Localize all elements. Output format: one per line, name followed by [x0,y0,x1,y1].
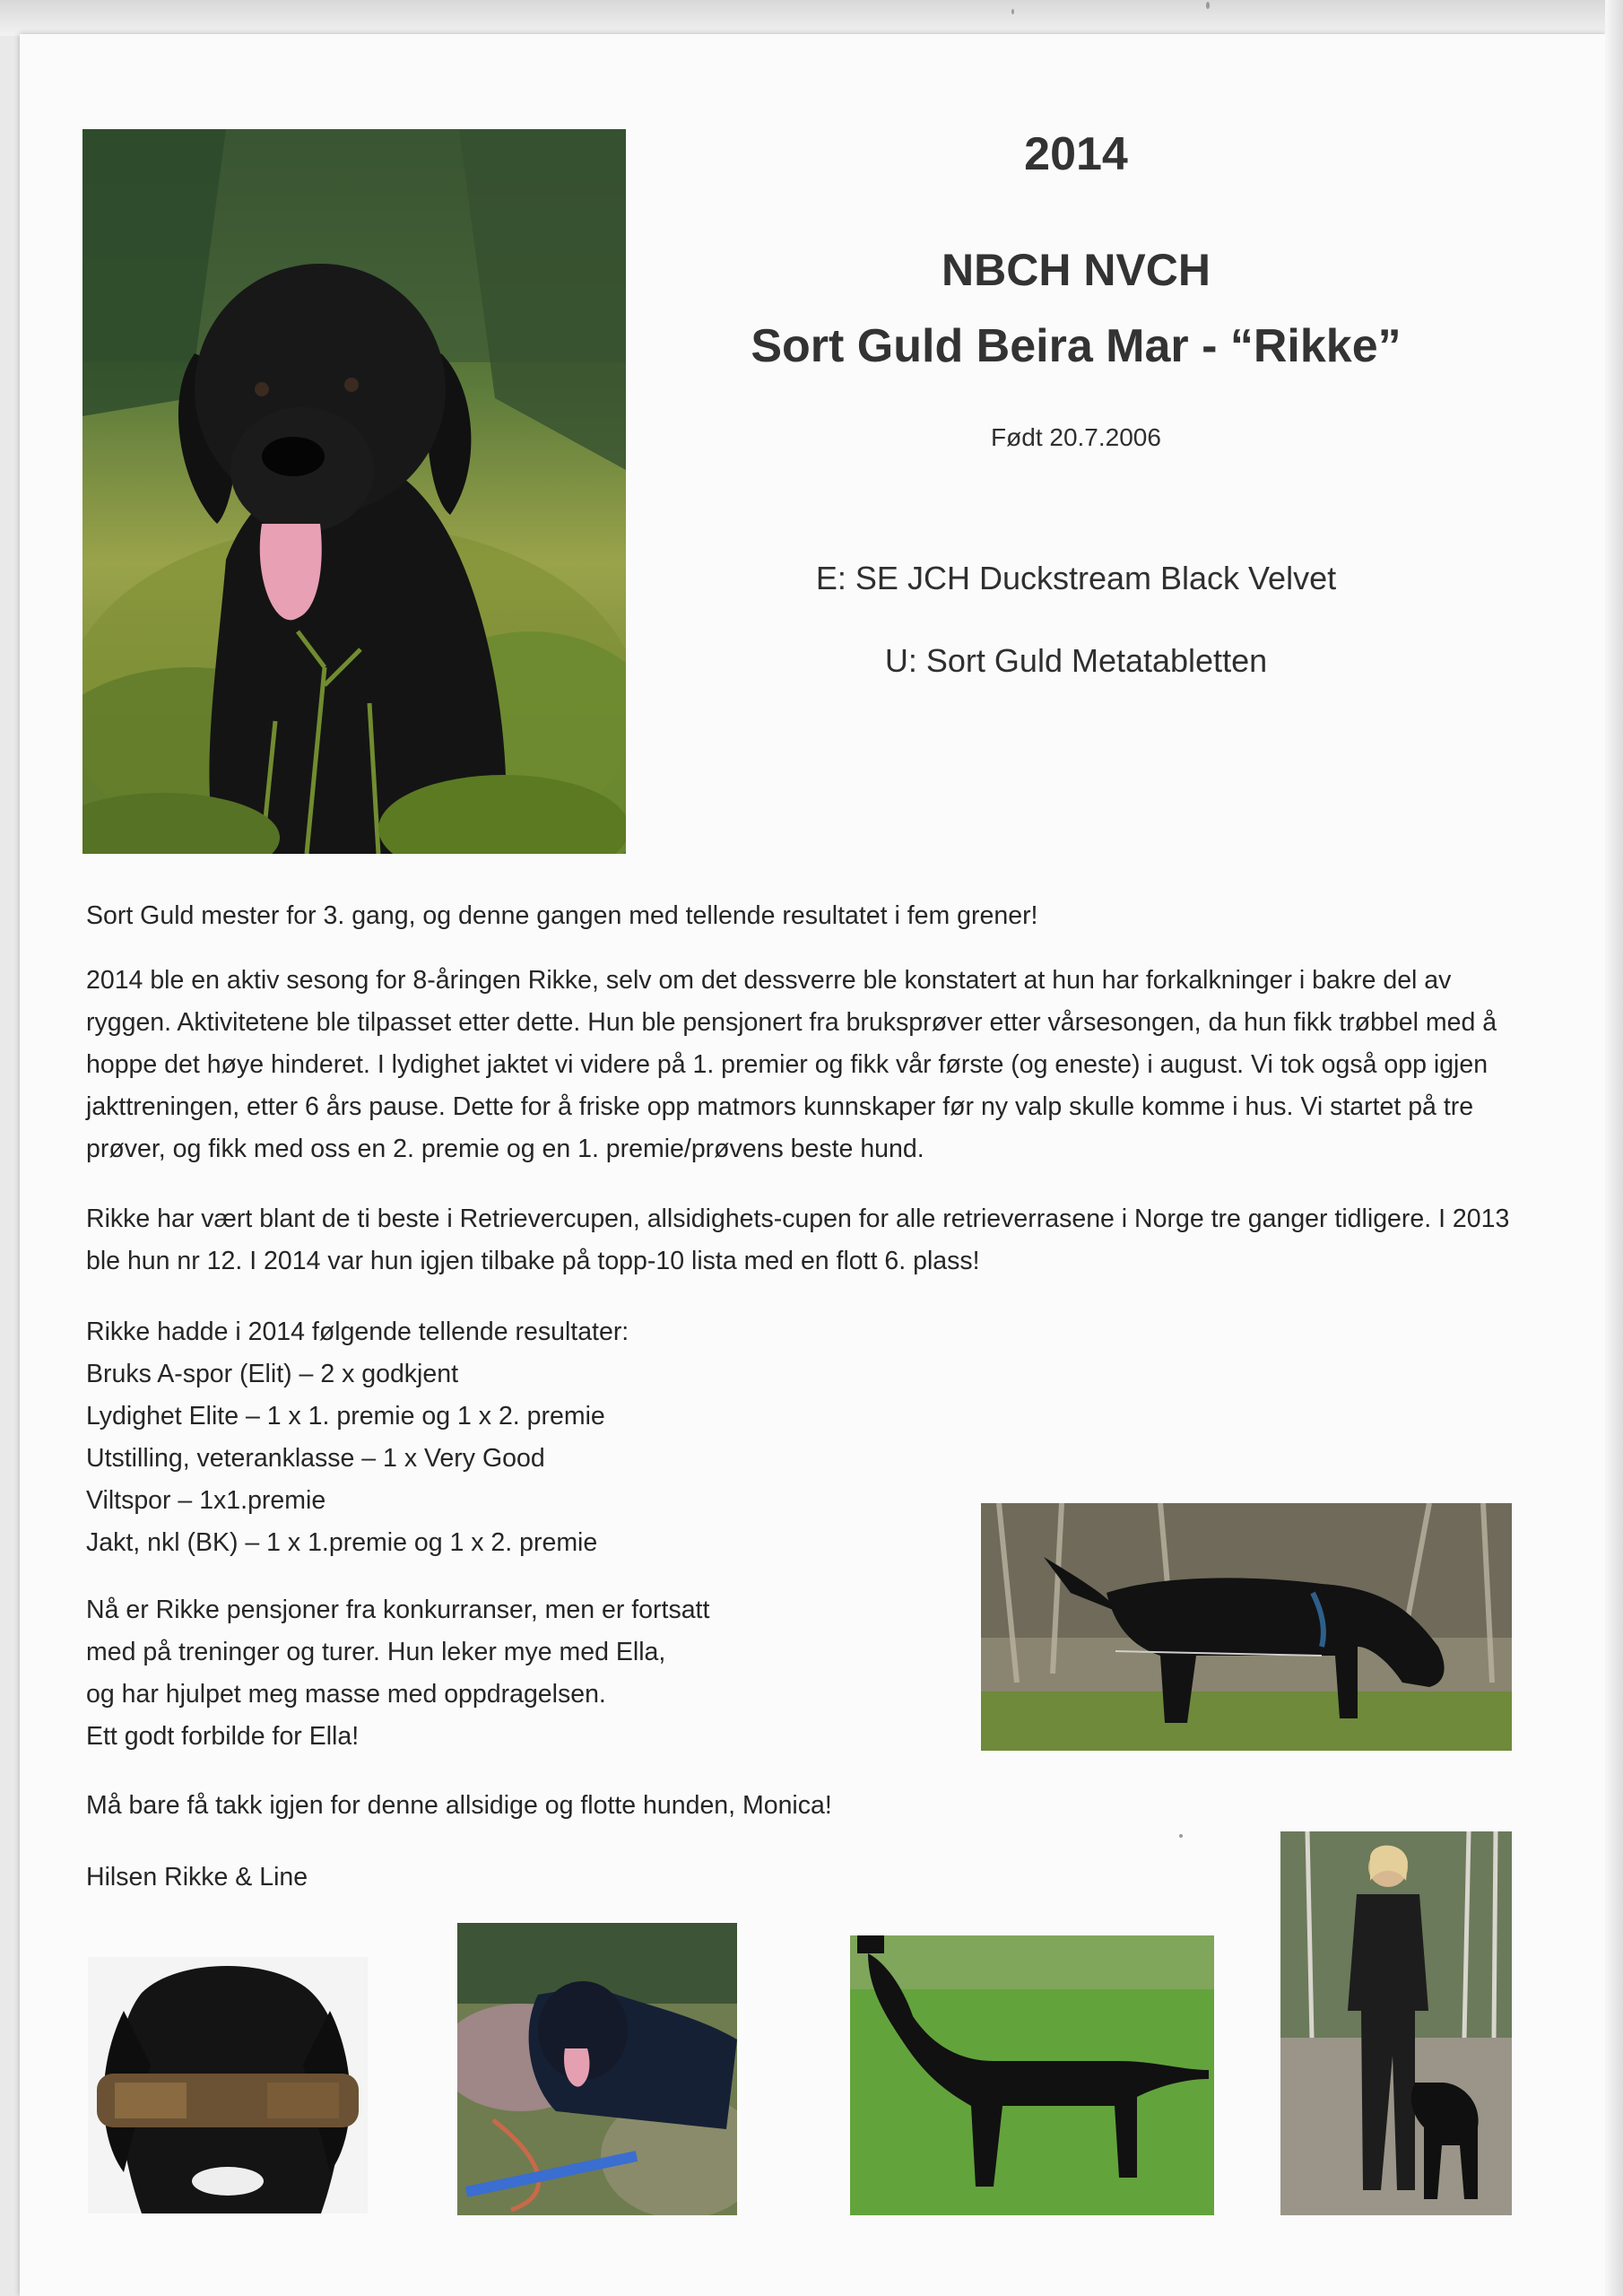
intro-paragraph: Sort Guld mester for 3. gang, og denne gangen med tellende resultatet i fem grener! [86,901,1038,930]
retired-line: Ett godt forbilde for Ella! [86,1722,360,1751]
photo-dog-show-stance [850,1935,1214,2215]
retired-line: med på treninger og turer. Hun leker mye med Ella, [86,1638,666,1666]
year-heading: 2014 [1024,128,1128,180]
result-item: Jakt, nkl (BK) – 1 x 1.premie og 1 x 2. premie [86,1528,598,1557]
photo-dog-lying [457,1923,737,2215]
cup-paragraph: Rikke har vært blant de ti beste i Retrievercupen, allsidighets-cupen for alle retrieverrasene i Norge tre ganger tidligere. I 2013 ble hun nr 12. I 2014 var hun igjen tilbake på topp-10 lista med en flott 6. plass! [86,1205,1510,1275]
sire-line: E: SE JCH Duckstream Black Velvet [815,560,1337,596]
result-item: Lydighet Elite – 1 x 1. premie og 1 x 2. premie [86,1402,605,1431]
photo-dog-tracking [981,1503,1512,1751]
scan-speck [1179,1834,1183,1838]
scan-top-edge [0,0,1623,36]
photo-main-dog-sitting [82,129,626,854]
birth-date: Født 20.7.2006 [991,423,1161,451]
retired-paragraph [86,1589,965,1758]
season-paragraph: 2014 ble en aktiv sesong for 8-åringen Rikke, selv om det dessverre ble konstatert at hun har forkalkninger i bakre del av ryggen. Aktivitetene ble tilpasset etter dette. Hun ble pensjonert fra bruksprøver etter vårsesongen, da hun fikk trøbbel med å hoppe det høye hinderet. I lydighet jaktet vi videre på 1. premier og fikk vår første (og eneste) i august. Vi tok også opp igjen jakttreningen, etter 6 års pause. Dette for å friske opp matmors kunnskaper før ny valp skulle komme i hus. Vi startet på tre prøver, og fikk med oss en 2. premie og en 1. premie/prøvens beste hund. [86,966,1497,1163]
scan-speck [1206,2,1210,9]
retired-line: og har hjulpet meg masse med oppdragelsen. [86,1680,606,1709]
dam-line: U: Sort Guld Metatabletten [884,642,1268,679]
scan-speck [1011,9,1014,14]
signature: Hilsen Rikke & Line [86,1863,308,1892]
result-item: Bruks A-spor (Elit) – 2 x godkjent [86,1360,459,1388]
thanks-paragraph: Må bare få takk igjen for denne allsidige og flotte hunden, Monica! [86,1791,832,1820]
result-item: Viltspor – 1x1.premie [86,1486,326,1515]
result-item: Utstilling, veteranklasse – 1 x Very Good [86,1444,545,1473]
dog-name-line: Sort Guld Beira Mar - “Rikke” [751,320,1402,372]
retired-line: Nå er Rikke pensjoner fra konkurranser, men er fortsatt [86,1596,710,1624]
photo-dog-with-dummy [88,1957,368,2213]
photo-handler-with-dog [1280,1831,1512,2215]
results-list [86,1311,965,1564]
title-line: NBCH NVCH [942,245,1211,295]
results-intro: Rikke hadde i 2014 følgende tellende resultater: [86,1318,629,1346]
scan-right-edge [1605,0,1623,2296]
